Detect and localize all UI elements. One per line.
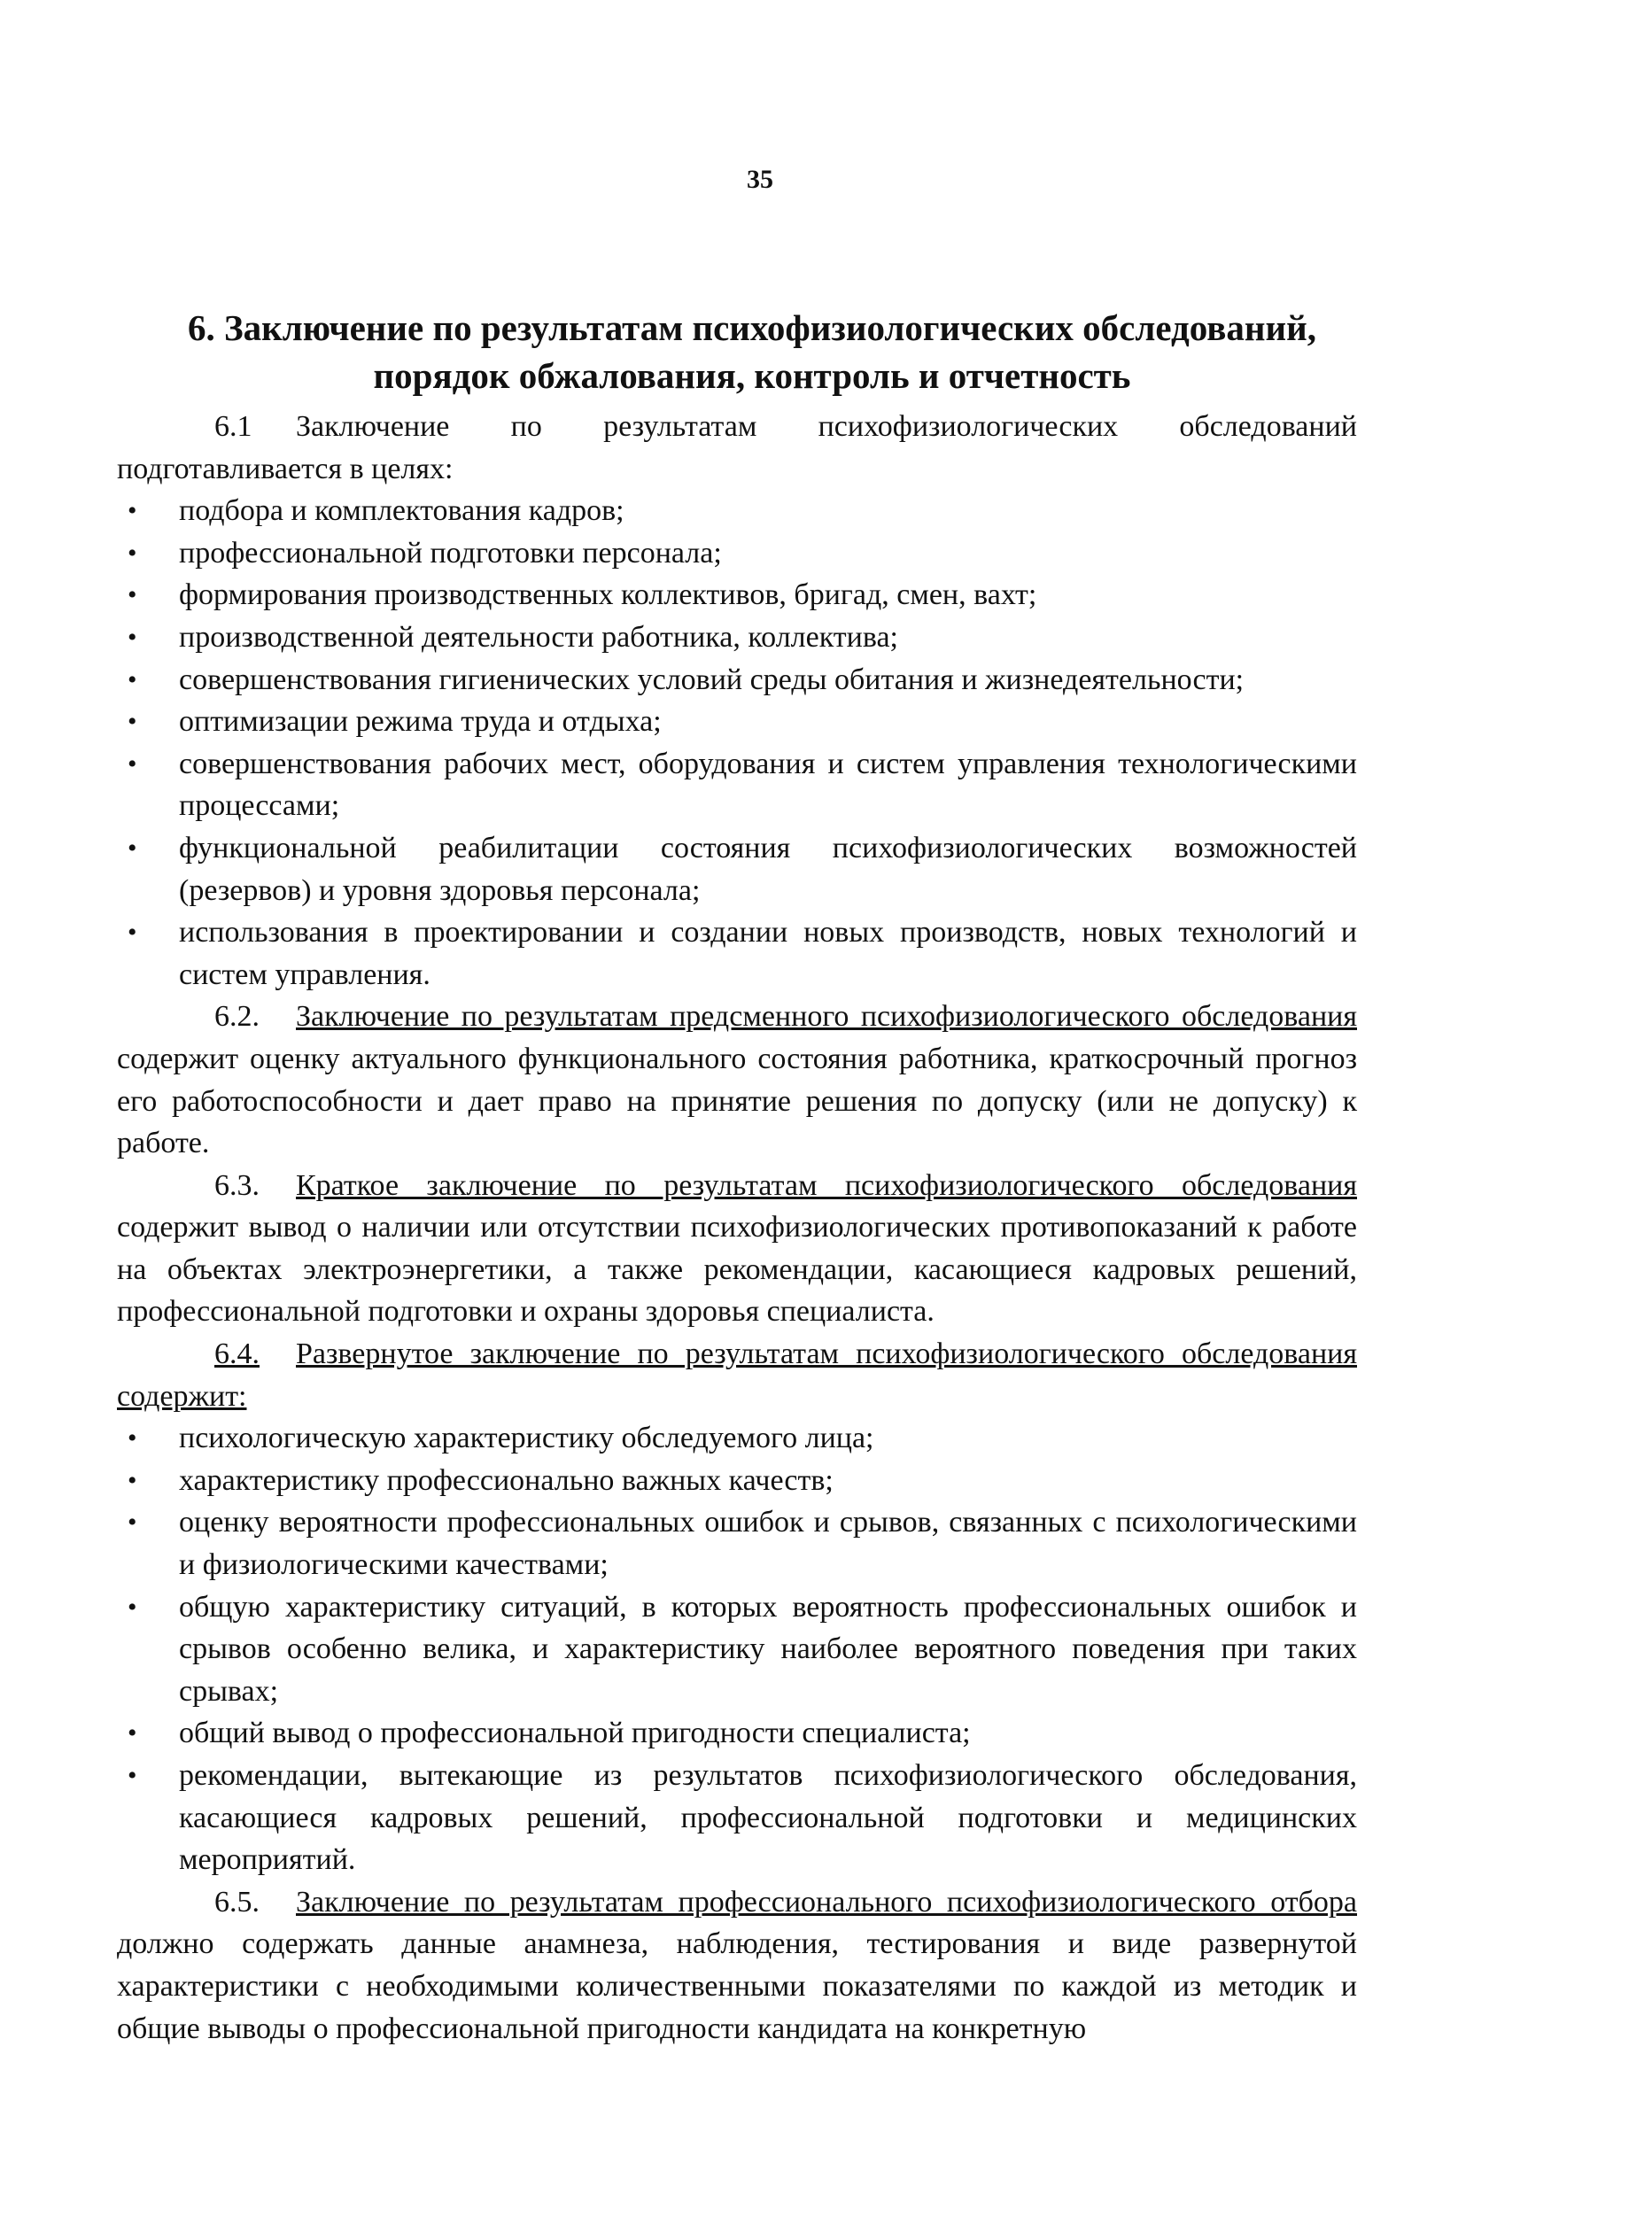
- bullet-icon: •: [128, 748, 137, 779]
- paragraph-number: 6.3.: [214, 1168, 260, 1202]
- list-item: • подбора и комплектования кадров;: [117, 490, 1357, 532]
- paragraph-6-4: [117, 1333, 1357, 1417]
- bullet-icon: •: [128, 1423, 137, 1454]
- bullet-icon: •: [128, 580, 137, 610]
- bullet-icon: •: [128, 538, 137, 568]
- paragraph-6-2: [117, 996, 1357, 1164]
- bullet-icon: •: [128, 496, 137, 526]
- list-item: • формирования производственных коллективов, бригад, смен, вахт;: [117, 574, 1357, 616]
- list-item: • оптимизации режима труда и отдыха;: [117, 701, 1357, 743]
- bullet-icon: •: [128, 1761, 137, 1790]
- bullet-icon: •: [128, 1465, 137, 1495]
- bullet-icon: •: [128, 707, 137, 737]
- bullet-icon: •: [128, 1592, 137, 1622]
- bullet-icon: •: [128, 918, 137, 948]
- page-number: 35: [747, 165, 773, 194]
- bullet-icon: •: [128, 833, 137, 863]
- list-6-4: [117, 1417, 1357, 1881]
- paragraph-6-1: [117, 406, 1357, 490]
- list-item: • оценку вероятности профессиональных ошибок и срывов, связанных с психологическими и физиологическими качествами;: [117, 1501, 1357, 1585]
- list-item: • психологическую характеристику обследуемого лица;: [117, 1417, 1357, 1460]
- paragraph-number: 6.1: [214, 410, 252, 443]
- paragraph-text: содержит оценку актуального функционального состояния работника, краткосрочный прогноз его работоспособности и дает право на принятие решения по допуску (или не допуску) к работе.: [117, 1042, 1357, 1160]
- paragraph-number: 6.5.: [214, 1885, 260, 1919]
- paragraph-number: 6.4.: [214, 1337, 260, 1371]
- paragraph-text: Заключение по результатам психофизиологических обследований подготавливается в целях:: [117, 410, 1357, 485]
- underlined-term: Заключение по результатам профессионального психофизиологического отбора: [296, 1885, 1357, 1919]
- bullet-icon: •: [128, 1508, 137, 1538]
- paragraph-6-5: [117, 1881, 1357, 2050]
- list-item: • рекомендации, вытекающие из результатов психофизиологического обследования, касающиеся кадровых решений, профессиональной подготовки и медицинских мероприятий.: [117, 1755, 1357, 1881]
- underlined-term: Краткое заключение по результатам психофизиологического обследования: [296, 1168, 1357, 1202]
- document-body: [117, 406, 1357, 2050]
- list-item: • характеристику профессионально важных качеств;: [117, 1460, 1357, 1502]
- list-item: • использования в проектировании и создании новых производств, новых технологий и систем управления.: [117, 911, 1357, 996]
- paragraph-number: 6.2.: [214, 1000, 260, 1034]
- paragraph-text: должно содержать данные анамнеза, наблюдения, тестирования и виде развернутой характеристики с необходимыми количественными показателями по каждой из методик и общие выводы о профессиональной пригодности кандидата на конкретную: [117, 1927, 1357, 2045]
- list-item: • профессиональной подготовки персонала;: [117, 532, 1357, 575]
- section-heading: 6. Заключение по результатам психофизиологических обследований, порядок обжалования, контроль и отчетность: [187, 307, 1317, 396]
- list-item: • общую характеристику ситуаций, в которых вероятность профессиональных ошибок и срывов особенно велика, и характеристику наиболее вероятного поведения при таких срывах;: [117, 1586, 1357, 1713]
- bullet-icon: •: [128, 1718, 137, 1748]
- list-item: • производственной деятельности работника, коллектива;: [117, 616, 1357, 659]
- paragraph-6-3: [117, 1165, 1357, 1333]
- paragraph-text: содержит вывод о наличии или отсутствии психофизиологических противопоказаний к работе на объектах электроэнергетики, а также рекомендации, касающиеся кадровых решений, профессиональной подготовки и охраны здоровья специалиста.: [117, 1211, 1357, 1329]
- list-item: • функциональной реабилитации состояния психофизиологических возможностей (резервов) и уровня здоровья персонала;: [117, 827, 1357, 911]
- bullet-icon: •: [128, 664, 137, 694]
- list-item: • совершенствования гигиенических условий среды обитания и жизнедеятельности;: [117, 659, 1357, 702]
- underlined-term: Развернутое заключение по результатам психофизиологического обследования содержит:: [117, 1337, 1357, 1413]
- underlined-term: Заключение по результатам предсменного психофизиологического обследования: [296, 1000, 1357, 1034]
- bullet-icon: •: [128, 622, 137, 652]
- list-item: • совершенствования рабочих мест, оборудования и систем управления технологическими процессами;: [117, 743, 1357, 827]
- list-item: • общий вывод о профессиональной пригодности специалиста;: [117, 1712, 1357, 1755]
- list-6-1: [117, 490, 1357, 996]
